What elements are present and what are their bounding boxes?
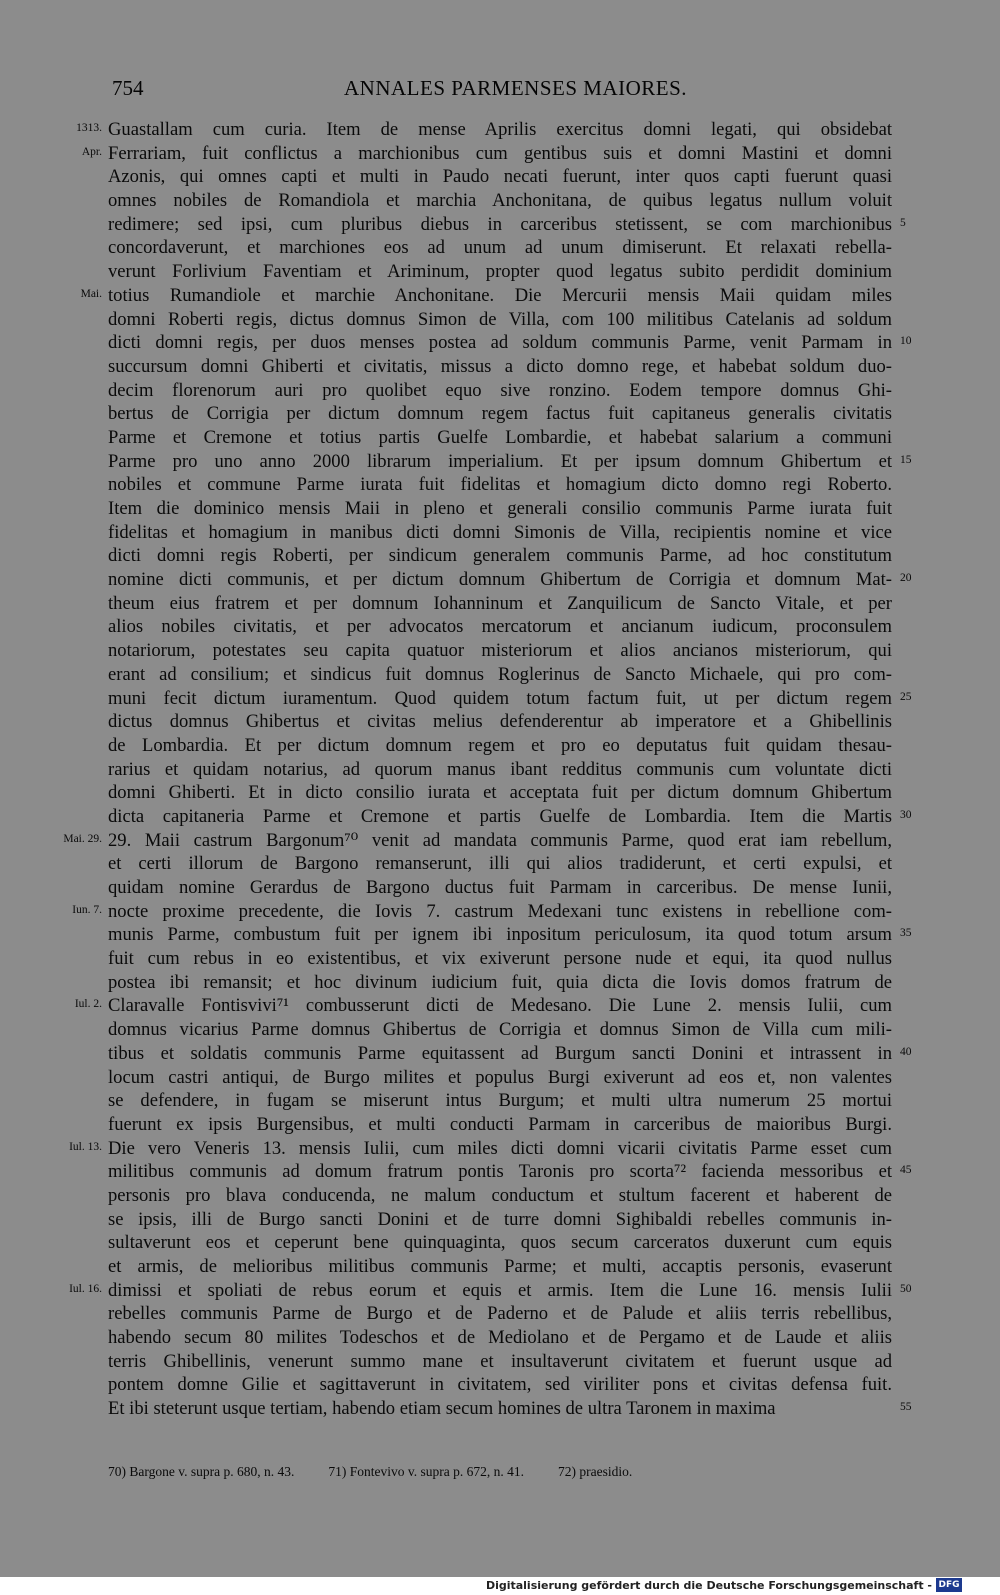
margin-date-note: Iul. 2. (74, 998, 102, 1011)
text-line (108, 734, 892, 758)
line-text: Guastallam cum curia. Item de mense Aprilis exercitus domni legati, qui obsidebat (108, 119, 892, 140)
line-number: 35 (900, 927, 912, 940)
text-line (108, 308, 892, 332)
line-text: terris Ghibellinis, venerunt summo mane et insultaverunt civitatem et fuerunt usque ad (108, 1350, 892, 1372)
line-text: redimere; sed ipsi, cum pluribus diebus in carceribus stetissent, se com marchionibus (108, 213, 892, 235)
line-text: Et ibi steterunt usque tertiam, habendo etiam secum homines de ultra Taronem in maxima (108, 1398, 776, 1420)
dfg-logo-icon: DFG (936, 1578, 962, 1592)
text-line (108, 260, 892, 284)
line-text: se defendere, in fugam se miserunt intus Burgum; et multi ultra numerum 25 mortui (108, 1090, 892, 1112)
margin-date-note: 1313. (76, 122, 102, 134)
line-text: tibus et soldatis communis Parme equitassent ad Burgum sancti Donini et intrassent in (108, 1042, 892, 1064)
line-text: domni Roberti regis, dictus domnus Simon de Villa, com 100 militibus Catelanis ad soldum (108, 308, 892, 330)
text-line (108, 450, 912, 474)
line-text: domni Ghiberti. Et in dicto consilio iurata et acceptata fuit per dictum domnum Ghibertum (108, 782, 892, 804)
line-text: Parme et Cremone et totius partis Guelfe Lombardie, et habebat salarium a communi (108, 426, 892, 448)
text-line (108, 1042, 912, 1066)
line-text: habendo secum 80 milites Todeschos et de Mediolano et de Pergamo et de Laude et aliis (108, 1327, 892, 1349)
line-text: dictus domnus Ghibertus et civitas melius defenderentur ab imperatore et a Ghibellinis (108, 711, 892, 733)
footnotes (108, 1464, 828, 1480)
margin-date-note: Iul. 13. (69, 1140, 102, 1153)
line-text: nobiles et commune Parme iurata fuit fidelitas et homagium dicto domno regi Roberto. (108, 474, 892, 496)
margin-date-note: Mai. 29. (63, 832, 102, 845)
text-line (108, 1089, 892, 1113)
text-line (108, 1018, 892, 1042)
line-number: 15 (900, 453, 912, 466)
margin-date-note: Apr. (81, 145, 102, 158)
text-line (108, 1397, 912, 1421)
line-text: quidam nomine Gerardus de Bargono ductus fuit Parmam in carceribus. De mense Iunii, (108, 877, 892, 898)
line-text: alios nobiles civitatis, et per advocatos mercatorum et ancianum iudicum, proconsulem (108, 616, 892, 638)
line-text: Ferrariam, fuit conflictus a marchionibus cum gentibus suis et domni Mastini et domni (108, 142, 892, 164)
line-text: personis pro blava conducenda, ne malum conductum et stultum facerent et haberent de (108, 1184, 892, 1206)
line-text: Azonis, qui omnes capti et multi in Paudo necati fuerunt, inter quos capti fuerunt quasi (108, 166, 892, 188)
text-line (108, 852, 892, 876)
text-line (108, 710, 892, 734)
text-line (108, 379, 892, 403)
text-line (108, 189, 892, 213)
line-text: decim florenorum auri pro quolibet equo sive ronzino. Eodem tempore domnus Ghi- (108, 379, 892, 401)
line-text: locum castri antiqui, de Burgo milites et populus Burgi exiverunt ad eos et, non valentes (108, 1066, 892, 1088)
text-line (108, 687, 912, 711)
text-line (108, 805, 912, 829)
line-text: notariorum, potestates seu capita quatuor misteriorum et alios ancianos misteriorum, qui (108, 640, 892, 662)
text-line (108, 1350, 892, 1374)
line-text: muni fecit dictum iuramentum. Quod quidem totum factum fuit, ut per dictum regem (108, 687, 892, 709)
line-text: Parme pro uno anno 2000 librarum imperialium. Et per ipsum domnum Ghibertum et (108, 450, 892, 472)
text-line (108, 947, 892, 971)
text-line (108, 473, 892, 497)
text-line (108, 1184, 892, 1208)
text-line (108, 876, 892, 900)
line-text: fuerunt ex ipsis Burgensibus, et multi conducti Parmam in carceribus de maioribus Burgi. (108, 1113, 892, 1135)
text-line (108, 521, 892, 545)
text-line (108, 165, 892, 189)
text-line (108, 1326, 892, 1350)
page-number: 754 (112, 76, 144, 100)
text-line (69, 1137, 892, 1161)
text-line (108, 497, 892, 521)
line-text: nomine dicti communis, et per dictum domnum Ghibertum de Corrigia et domnum Mat- (108, 569, 892, 591)
digitization-credit (486, 1577, 962, 1593)
line-text: Die vero Veneris 13. mensis Iulii, cum miles dicti domni vicarii civitatis Parme esset cum (108, 1137, 892, 1159)
text-line (108, 1113, 892, 1137)
text-line (108, 923, 912, 947)
text-line (74, 994, 892, 1018)
annal-text (63, 118, 912, 1421)
line-text: dicti domni regis, per duos menses postea ad soldum communis Parme, venit Parmam in (108, 332, 892, 354)
text-line (108, 355, 892, 379)
line-text: de Lombardia. Et per dictum domnum regem et pro eo deputatus fuit quidam thesau- (108, 734, 892, 756)
line-text: munis Parme, combustum fuit per ignem ibi inpositum periculosum, ita quod totum arsum (108, 924, 892, 946)
text-line (108, 1255, 892, 1279)
line-text: dicti domni regis Roberti, per sindicum generalem communis Parme, ad hoc constitutum (108, 545, 892, 567)
text-line (108, 331, 912, 355)
line-number: 40 (900, 1045, 912, 1058)
line-number: 45 (900, 1164, 912, 1177)
text-line (76, 118, 892, 142)
text-line (108, 781, 892, 805)
text-line (108, 663, 892, 687)
credit-text: Digitalisierung gefördert durch die Deutsche Forschungsgemeinschaft - (485, 1578, 932, 1592)
text-line (108, 568, 912, 592)
line-text: totius Rumandiole et marchie Anchonitane. Die Mercurii mensis Maii quidam miles (108, 284, 892, 306)
footnote: 70) Bargone v. supra p. 680, n. 43. (108, 1464, 295, 1479)
text-line (108, 426, 892, 450)
text-line (108, 758, 892, 782)
line-text: Item die dominico mensis Maii in pleno et generali consilio communis Parme iurata fuit (108, 498, 892, 519)
line-number: 30 (900, 808, 912, 821)
margin-date-note: Iul. 16. (69, 1282, 102, 1295)
text-line (108, 1231, 892, 1255)
line-text: postea ibi remansit; et hoc divinum iudicium fuit, quia dicta die Iovis domos fratrum de (108, 971, 892, 993)
text-line (108, 1160, 912, 1184)
text-line (63, 829, 892, 853)
margin-date-note: Iun. 7. (72, 903, 102, 916)
page-header (112, 76, 892, 106)
text-line (108, 615, 892, 639)
line-text: Claravalle Fontisvivi⁷¹ combusserunt dicti de Medesano. Die Lune 2. mensis Iulii, cum (108, 995, 892, 1017)
line-text: se ipsis, illi de Burgo sancti Donini et de turre domni Sighibaldi rebelles communis in- (108, 1208, 892, 1230)
text-line (108, 639, 892, 663)
line-text: sultaverunt eos et ceperunt bene quinquaginta, quos secum carceratos duxerunt cum equis (108, 1232, 892, 1254)
text-line (81, 142, 892, 166)
line-text: succursum domni Ghiberti et civitatis, missus a dicto domno rege, et habebat soldum duo- (108, 355, 892, 377)
line-text: erant ad consilium; et sindicus fuit domnus Roglerinus de Sancto Michaele, qui pro com- (108, 663, 892, 685)
line-text: fuit cum rebus in eo existentibus, et vix exiverunt persone nude et equi, ita quod nullus (108, 948, 892, 970)
line-text: dimissi et spoliati de rebus eorum et equis et armis. Item die Lune 16. mensis Iulii (108, 1279, 892, 1301)
text-line (108, 236, 892, 260)
line-text: concordaverunt, et marchiones eos ad unum ad unum dimiserunt. Et relaxati rebella- (108, 237, 892, 259)
line-text: et certi illorum de Bargono remanserunt, illi qui alios tradiderunt, et certi expulsi, et (108, 853, 892, 875)
line-number: 5 (900, 216, 906, 229)
line-number: 20 (900, 572, 912, 585)
text-line (108, 1208, 892, 1232)
margin-date-note: Mai. (80, 287, 102, 300)
line-number: 50 (900, 1282, 912, 1295)
text-line (108, 402, 892, 426)
text-line (108, 544, 892, 568)
line-number: 55 (900, 1401, 912, 1414)
line-text: rarius et quidam notarius, ad quorum manus ibant redditus communis cum voluntate dicti (108, 758, 892, 780)
line-number: 10 (900, 335, 912, 348)
line-text: verunt Forlivium Faventiam et Ariminum, propter quod legatus subito perdidit dominium (108, 261, 892, 283)
running-title: ANNALES PARMENSES MAIORES. (344, 76, 688, 100)
text-line (108, 592, 892, 616)
line-text: 29. Maii castrum Bargonum⁷⁰ venit ad mandata communis Parme, quod erat iam rebellum, (108, 829, 892, 851)
text-line (108, 1373, 892, 1397)
line-text: dicta capitaneria Parme et Cremone et partis Guelfe de Lombardia. Item die Martis (108, 805, 892, 827)
line-text: theum eius fratrem et per domnum Iohanninum et Zanquilicum de Sancto Vitale, et per (108, 592, 892, 614)
line-text: pontem domne Gilie et sagittaverunt in civitatem, sed viriliter pons et civitas defensa fuit. (108, 1374, 892, 1396)
line-text: militibus communis ad domum fratrum pontis Taronis pro scorta⁷² facienda messoribus et (108, 1161, 892, 1183)
line-text: bertus de Corrigia per dictum domnum regem factus fuit capitaneus generalis civitatis (108, 403, 892, 425)
line-text: fidelitas et homagium in manibus dicti domni Simonis de Villa, recipientis nomine et vice (108, 521, 892, 543)
footnote: 71) Fontevivo v. supra p. 672, n. 41. (328, 1464, 524, 1479)
line-text: nocte proxime precedente, die Iovis 7. castrum Medexani tunc existens in rebellione com- (108, 900, 892, 922)
text-line (108, 1302, 892, 1326)
text-line (108, 971, 892, 995)
text-line (108, 213, 906, 237)
text-line (80, 284, 892, 308)
line-number: 25 (900, 690, 912, 703)
line-text: domnus vicarius Parme domnus Ghibertus de Corrigia et domnus Simon de Villa cum mili- (108, 1019, 892, 1041)
line-text: rebelles communis Parme de Burgo et de Paderno et de Palude et aliis terris rebellibus, (108, 1303, 892, 1325)
line-text: et armis, de melioribus militibus communis Parme; et multi, accaptis personis, evaserunt (108, 1256, 892, 1277)
footnote: 72) praesidio. (557, 1464, 633, 1479)
line-text: omnes nobiles de Romandiola et marchia Anchonitana, de quibus legatus nullum voluit (108, 190, 892, 212)
text-line (72, 900, 892, 924)
text-line (108, 1066, 892, 1090)
text-line (69, 1279, 912, 1303)
